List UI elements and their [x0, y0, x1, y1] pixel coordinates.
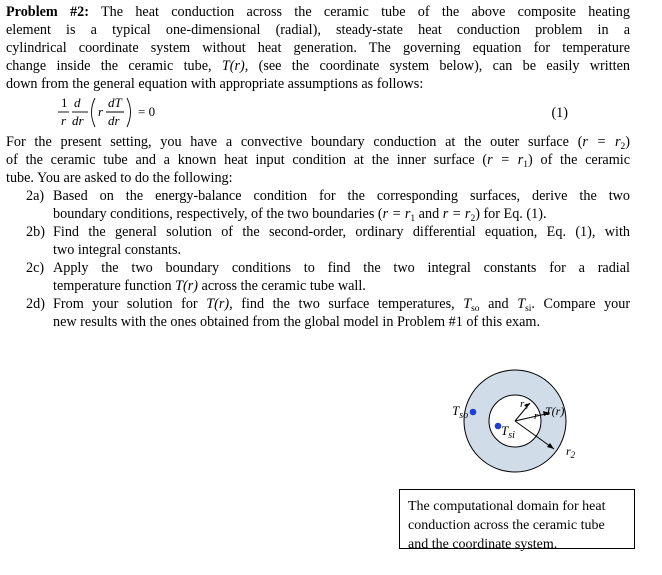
- task-2b: 2b) Find the general solution of the second-order, ordinary differential equation, Eq. (1), with two integral constants.: [26, 224, 630, 258]
- problem-text: [6, 3, 630, 331]
- intro-line-4: change inside the ceramic tube, T(r), (see the coordinate system below), can be easily written: [6, 58, 630, 74]
- problem-number: Problem #2:: [6, 4, 89, 20]
- r2-label: $r_2$: [566, 444, 576, 460]
- eq-r2: r: [98, 104, 104, 119]
- r1-label: r1: [520, 398, 529, 411]
- task-2d: 2d) From your solution for T(r), find the two surface temperatures, $T_{so}$ and $T_{si}$. Compare your new results with the ones obtained from the global model in Problem #1 of this exam.: [26, 296, 631, 330]
- task-2a: 2a) Based on the energy-balance condition for the corresponding surfaces, derive the two boundary conditions, respectively, of the two boundaries ($r = r_1$ and $r = r_2$) for Eq. (1).: [26, 188, 630, 224]
- tr-symbol: T(r),: [221, 58, 249, 74]
- tsi-label: $T_{si}$: [501, 423, 515, 441]
- task-label: 2d): [26, 296, 45, 312]
- setting-line-2: of the ceramic tube and a known heat input condition at the inner surface $(r = r_1)$ of the ceramic: [6, 152, 631, 170]
- task-label: 2a): [26, 188, 45, 204]
- task-list: [26, 187, 630, 331]
- eq-d: d: [74, 95, 81, 110]
- setting-line-3: tube. You are asked to do the following:: [6, 170, 233, 186]
- equation-number: (1): [551, 105, 568, 121]
- equation-graphic: [58, 93, 178, 133]
- figure-caption: The computational domain for heat conduction across the ceramic tube and the coordinate system.: [399, 489, 635, 549]
- tso-dot: [470, 409, 477, 416]
- task-2c: 2c) Apply the two boundary conditions to find the two integral constants for a radial temperature function T(r) across the ceramic tube wall.: [26, 260, 630, 294]
- intro-line-2: element is a typical one-dimensional (radial), steady-state heat conduction problem in a: [6, 22, 630, 38]
- r-label: r: [534, 410, 539, 422]
- task-label: 2b): [26, 224, 45, 240]
- intro-line-5: down from the general equation with appropriate assumptions as follows:: [6, 76, 424, 92]
- intro-line-1: Problem #2: The heat conduction across the ceramic tube of the above composite heating: [6, 4, 630, 20]
- tr-label: T(r): [545, 404, 565, 418]
- eq-one: 1: [61, 95, 68, 110]
- eq-equals-zero: = 0: [138, 104, 156, 119]
- eq-r: r: [61, 113, 67, 128]
- governing-equation: [6, 93, 630, 133]
- setting-line-1: For the present setting, you have a convective boundary conduction at the outer surface $(r = r_2)$: [6, 134, 630, 152]
- eq-dT: dT: [108, 95, 122, 110]
- intro-line-3: cylindrical coordinate system without heat generation. The governing equation for temperature: [6, 40, 630, 56]
- ceramic-tube-diagram: [430, 367, 590, 487]
- eq-dr: dr: [72, 113, 84, 128]
- eq-dr2: dr: [108, 113, 120, 128]
- task-label: 2c): [26, 260, 45, 276]
- tso-label: $T_{so}$: [452, 403, 469, 421]
